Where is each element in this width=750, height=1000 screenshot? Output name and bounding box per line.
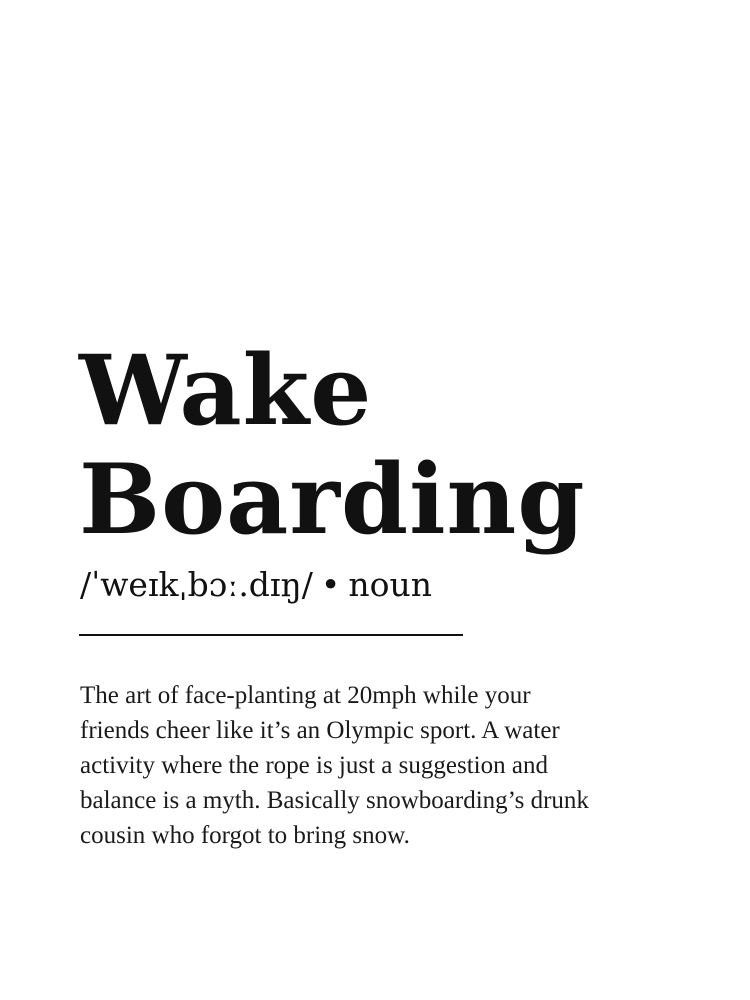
definition-line: cousin who forgot to bring snow.: [80, 822, 410, 849]
divider-rule: [79, 634, 463, 636]
definition-line: activity where the rope is just a suggestion and: [80, 752, 548, 779]
pronunciation-line: [80, 562, 432, 608]
definition-text: [80, 678, 700, 853]
definition-line: friends cheer like it’s an Olympic sport. A water: [80, 717, 560, 744]
headword-line-1: Wake: [79, 334, 373, 447]
part-of-speech: noun: [348, 565, 432, 604]
definition-line: The art of face-planting at 20mph while your: [80, 682, 531, 709]
bullet-separator: •: [320, 565, 341, 604]
headword-line-2: Boarding: [79, 443, 586, 556]
definition-line: balance is a myth. Basically snowboarding’s drunk: [80, 787, 589, 814]
headword: [79, 336, 585, 554]
pronunciation: /ˈweɪkˌbɔː.dɪŋ/: [80, 565, 313, 604]
